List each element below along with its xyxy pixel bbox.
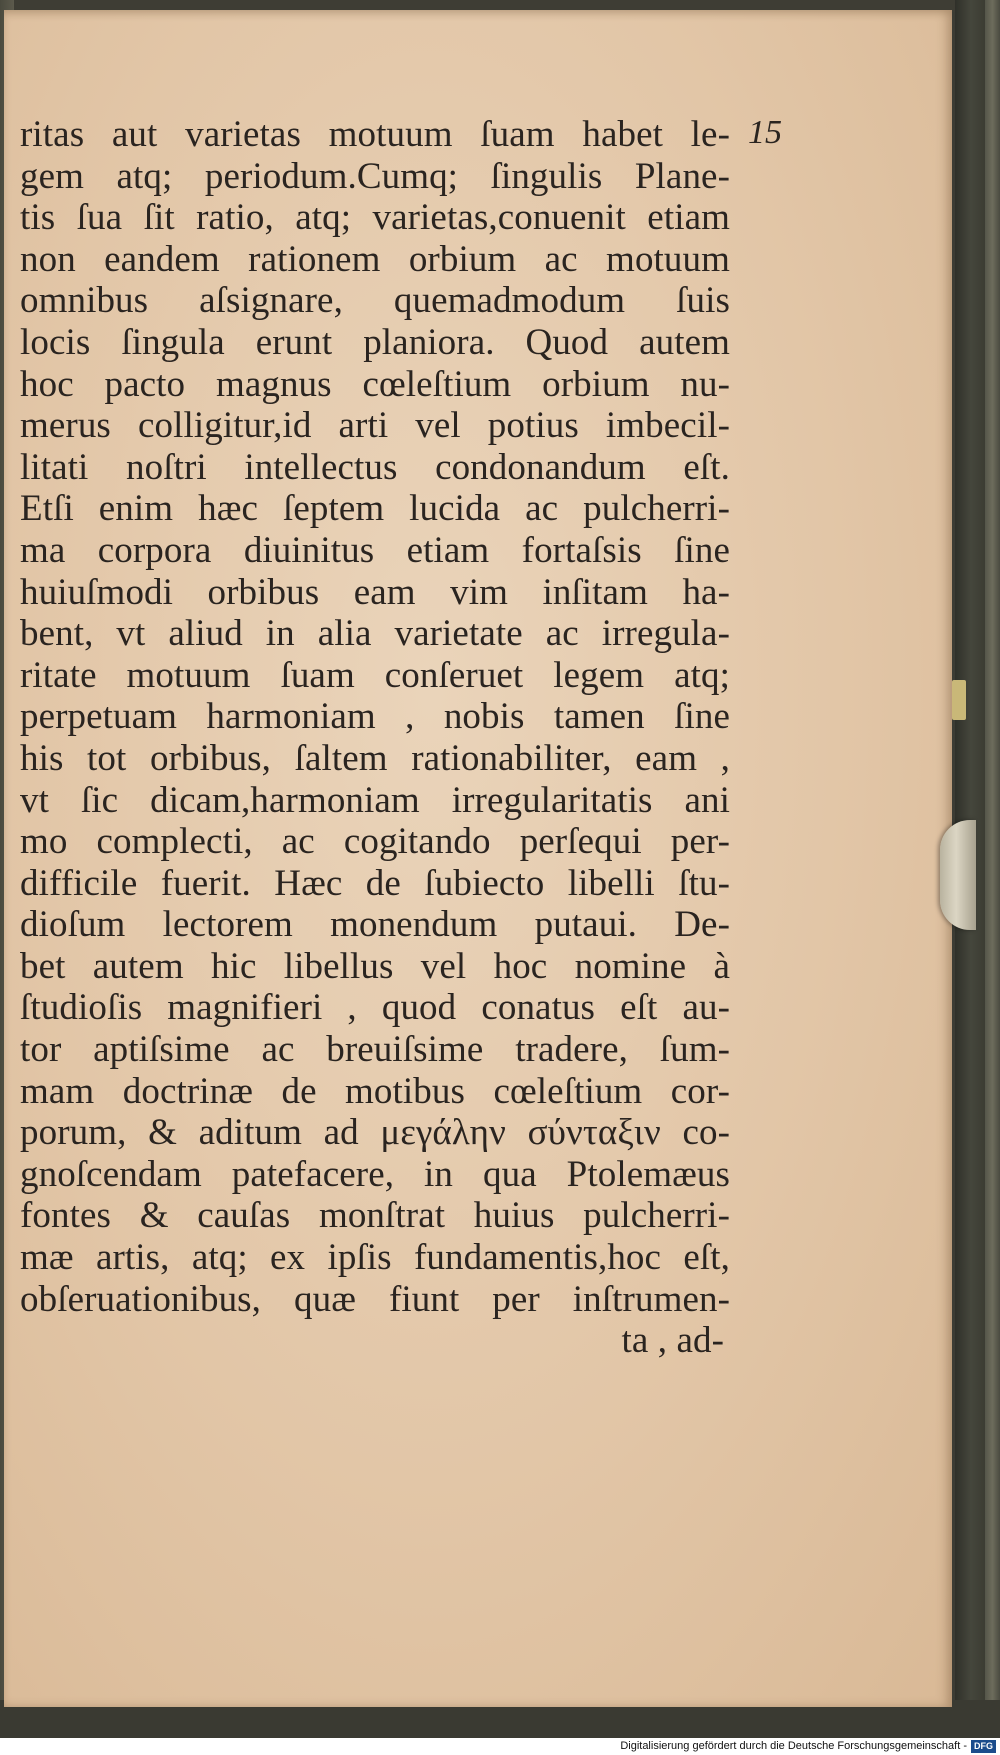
text-line: huiuſmodi orbibus eam vim inſitam ha- [20,571,730,613]
text-line: gnoſcendam patefacere, in qua Ptolemæus [20,1153,730,1195]
text-line: dioſum lectorem monendum putaui. De- [20,904,730,946]
text-line: bent, vt aliud in alia varietate ac irregula- [20,613,730,655]
text-line: porum, & aditum ad μεγάλην σύνταξιν co- [20,1112,730,1154]
dfg-logo: DFG [971,1740,996,1753]
text-line: ritate motuum ſuam conſeruet legem atq; [20,654,730,696]
text-line: ritas aut varietas motuum ſuam habet le- [20,114,730,155]
text-line: hoc pacto magnus cœleſtium orbium nu- [20,363,730,405]
text-line: mo complecti, ac cogitando perſequi per- [20,821,730,863]
text-line: mæ artis, atq; ex ipſis fundamentis,hoc eſt, [20,1237,730,1279]
bookmark-tab [952,680,966,720]
funding-credit: Digitalisierung gefördert durch die Deutsche Forschungsgemeinschaft - [620,1740,967,1752]
page-clasp [940,820,976,930]
text-line: his tot orbibus, ſaltem rationabiliter, eam , [20,737,730,779]
text-line: gem atq; periodum.Cumq; ſingulis Plane- [20,155,730,197]
digitization-footer [0,1738,1000,1755]
text-line: difficile fuerit. Hæc de ſubiecto libelli ſtu- [20,862,730,904]
text-line: bet autem hic libellus vel hoc nomine à [20,945,730,987]
text-line: fontes & cauſas monſtrat huius pulcherri- [20,1195,730,1237]
text-line: tis ſua ſit ratio, atq; varietas,conuenit etiam [20,197,730,239]
book-spine [985,0,1000,1755]
text-line: obſeruationibus, quæ fiunt per inſtrumen- [20,1278,730,1320]
page-text [20,114,730,1362]
text-line: ma corpora diuinitus etiam fortaſsis ſine [20,529,730,571]
catchword-line: ta , ad- [621,1320,724,1362]
text-line: vt ſic dicam,harmoniam irregularitatis ani [20,779,730,821]
text-line: litati noſtri intellectus condonandum eſt. [20,446,730,488]
text-line: Etſi enim hæc ſeptem lucida ac pulcherri- [20,488,730,530]
page-number: 15 [748,114,782,151]
text-line: perpetuam harmoniam , nobis tamen ſine [20,696,730,738]
text-line: omnibus aſsignare, quemadmodum ſuis [20,280,730,322]
text-line: non eandem rationem orbium ac motuum [20,238,730,280]
text-line: tor aptiſsime ac breuiſsime tradere, ſum- [20,1029,730,1071]
text-line: mam doctrinæ de motibus cœleſtium cor- [20,1070,730,1112]
text-line: merus colligitur,id arti vel potius imbecil- [20,405,730,447]
text-line: ſtudioſis magnifieri , quod conatus eſt au- [20,987,730,1029]
text-line: locis ſingula erunt planiora. Quod autem [20,321,730,363]
